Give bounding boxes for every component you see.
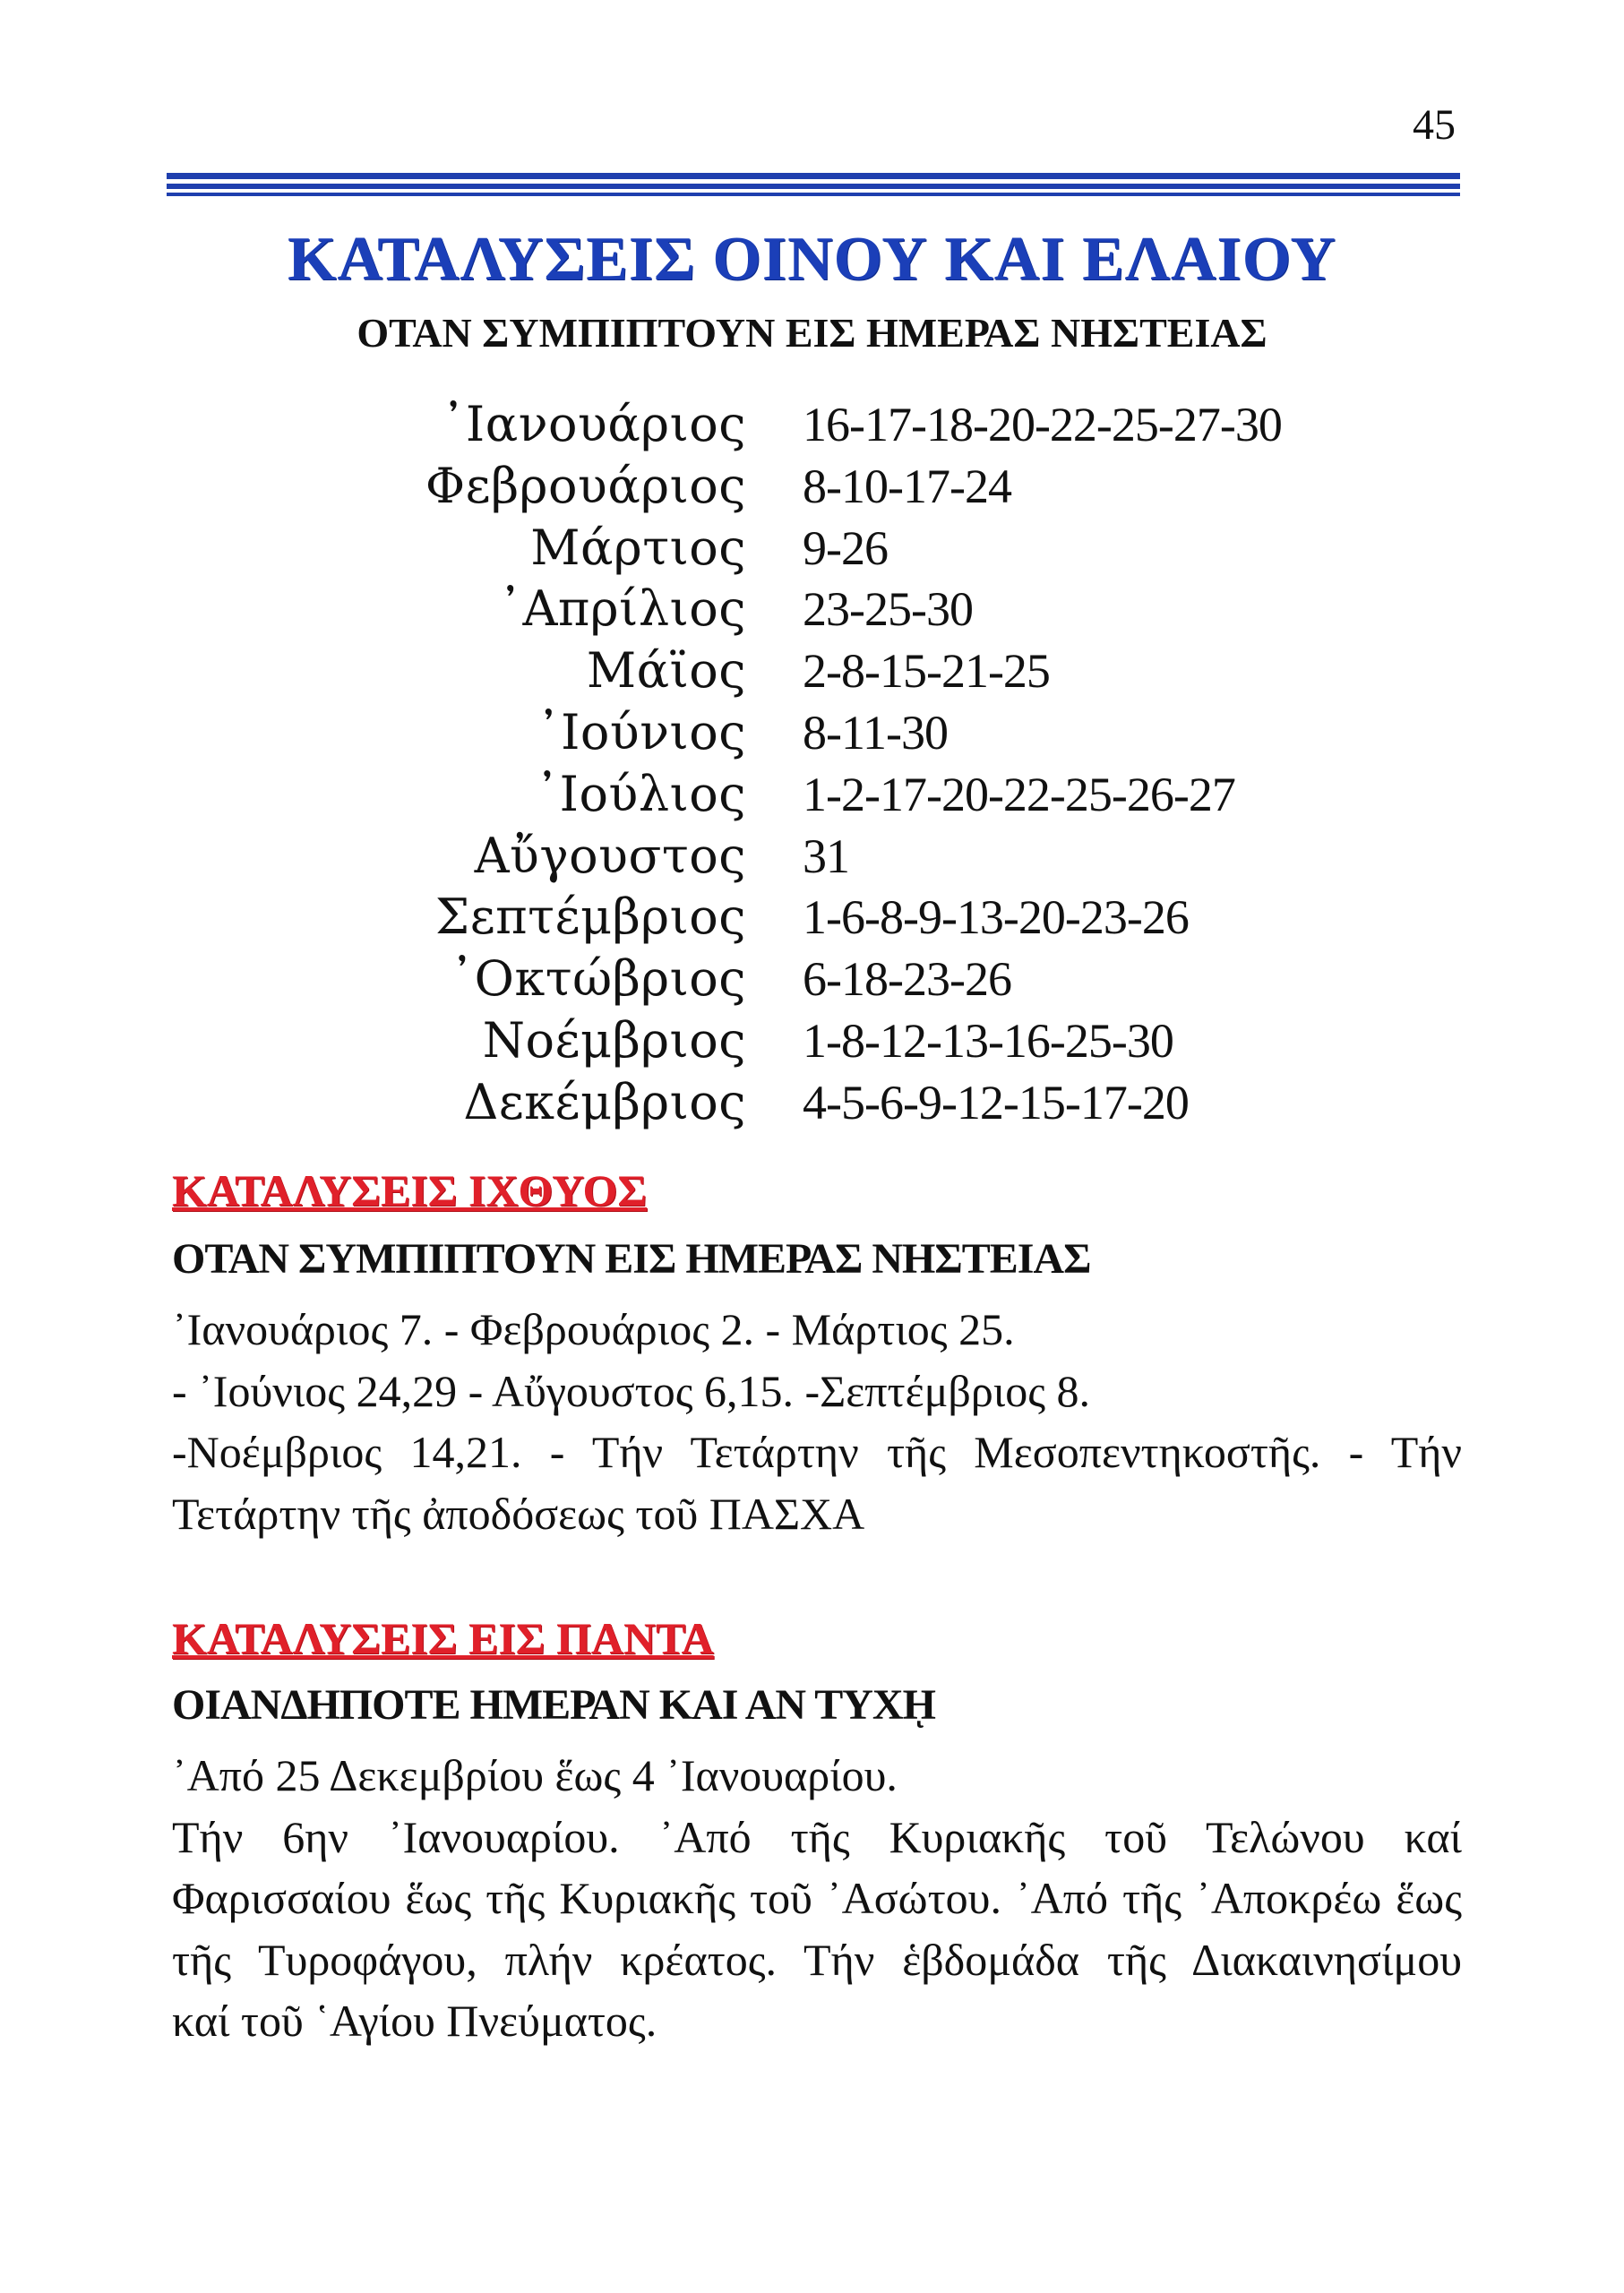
month-days: 2-8-15-21-25 <box>803 644 1050 699</box>
month-name: Νοέμβριος <box>482 1011 746 1069</box>
month-row <box>0 764 1624 826</box>
section2-title: ΚΑΤΑΛΥΣΕΙΣ ΙΧΘΥΟΣ <box>172 1165 648 1215</box>
month-name: Αὔγουστος <box>474 827 746 884</box>
fish-dispensation-paragraph <box>172 1299 1462 1544</box>
paragraph-line: Τετάρτην τῆς ἀποδόσεως τοῦ ΠΑΣΧΑ <box>172 1488 865 1539</box>
month-row <box>0 518 1624 580</box>
month-name: Μάρτιος <box>530 519 746 576</box>
header-rule-top <box>167 173 1460 179</box>
month-days: 31 <box>803 829 849 883</box>
month-row <box>0 949 1624 1010</box>
month-name: ᾿Οκτώβριος <box>450 950 746 1008</box>
month-row <box>0 887 1624 949</box>
month-row <box>0 826 1624 888</box>
paragraph-line: τῆς Τυροφάγου, πλήν κρέατος. Τήν ἑβδομάδα τῆς Διακαινησίμου <box>172 1934 1462 1985</box>
paragraph-line: ᾿Από 25 Δεκεμβρίου ἕως 4 ᾿Ιανουαρίου. <box>172 1750 898 1800</box>
month-name: Φεβρουάριος <box>425 457 746 514</box>
month-days: 8-11-30 <box>803 705 948 760</box>
month-row <box>0 456 1624 518</box>
month-days: 1-6-8-9-13-20-23-26 <box>803 890 1189 945</box>
paragraph-line: - ᾿Ιούνιος 24,29 - Αὔγουστος 6,15. -Σεπτέμβριος 8. <box>172 1365 1091 1416</box>
month-name: ᾿Ιούλιος <box>535 765 746 822</box>
month-days: 6-18-23-26 <box>803 952 1011 1007</box>
section1-title: ΚΑΤΑΛΥΣΕΙΣ ΟΙΝΟΥ ΚΑΙ ΕΛΑΙΟΥ <box>288 225 1336 294</box>
month-name: ᾿Ιανουάριος <box>441 396 746 452</box>
month-name: Μάϊος <box>586 642 746 700</box>
month-name: ᾿Απρίλιος <box>497 580 746 638</box>
paragraph-line: ᾿Ιανουάριος 7. - Φεβρουάριος 2. - Μάρτιος 25. <box>172 1304 1015 1354</box>
section1-subtitle: ΟΤΑΝ ΣΥΜΠΙΠΤΟΥΝ ΕΙΣ ΗΜΕΡΑΣ ΝΗΣΤΕΙΑΣ <box>357 310 1267 356</box>
section3-subtitle: ΟΙΑΝΔΗΠΟΤΕ ΗΜΕΡΑΝ ΚΑΙ ΑΝ ΤΥΧῌ <box>172 1681 935 1729</box>
section2-subtitle: ΟΤΑΝ ΣΥΜΠΙΠΤΟΥΝ ΕΙΣ ΗΜΕΡΑΣ ΝΗΣΤΕΙΑΣ <box>172 1235 1091 1283</box>
month-row <box>0 394 1624 456</box>
paragraph-line: Φαρισσαίου ἕως τῆς Κυριακῆς τοῦ ᾿Ασώτου. ᾿Από τῆς ᾿Αποκρέω ἕως <box>172 1873 1462 1923</box>
month-name: ᾿Ιούνιος <box>536 703 746 760</box>
section3-title: ΚΑΤΑΛΥΣΕΙΣ ΕΙΣ ΠΑΝΤΑ <box>172 1613 714 1663</box>
wine-oil-month-table <box>0 394 1624 1134</box>
paragraph-line: Τήν 6ην ᾿Ιανουαρίου. ᾿Από τῆς Κυριακῆς τοῦ Τελώνου καί <box>172 1811 1462 1862</box>
month-days: 23-25-30 <box>803 582 973 637</box>
month-row <box>0 1010 1624 1072</box>
month-days: 16-17-18-20-22-25-27-30 <box>803 398 1282 451</box>
month-name: Δεκέμβριος <box>463 1073 746 1130</box>
month-row <box>0 640 1624 702</box>
month-days: 4-5-6-9-12-15-17-20 <box>803 1075 1189 1129</box>
month-days: 8-10-17-24 <box>803 459 1011 513</box>
month-name: Σεπτέμβριος <box>435 889 746 946</box>
month-days: 9-26 <box>803 520 888 575</box>
header-rule-middle <box>167 184 1460 189</box>
header-rule-bottom <box>167 193 1460 196</box>
month-days: 1-8-12-13-16-25-30 <box>803 1013 1173 1068</box>
month-row <box>0 1072 1624 1134</box>
month-days: 1-2-17-20-22-25-26-27 <box>803 767 1235 821</box>
all-foods-dispensation-paragraph <box>172 1745 1462 2052</box>
month-row <box>0 579 1624 640</box>
month-row <box>0 702 1624 764</box>
paragraph-line: καί τοῦ ῾Αγίου Πνεύματος. <box>172 1996 657 2046</box>
page-number: 45 <box>1413 101 1456 149</box>
paragraph-line: -Νοέμβριος 14,21. - Τήν Τετάρτην τῆς Μεσοπεντηκοστῆς. - Τήν <box>172 1427 1462 1477</box>
